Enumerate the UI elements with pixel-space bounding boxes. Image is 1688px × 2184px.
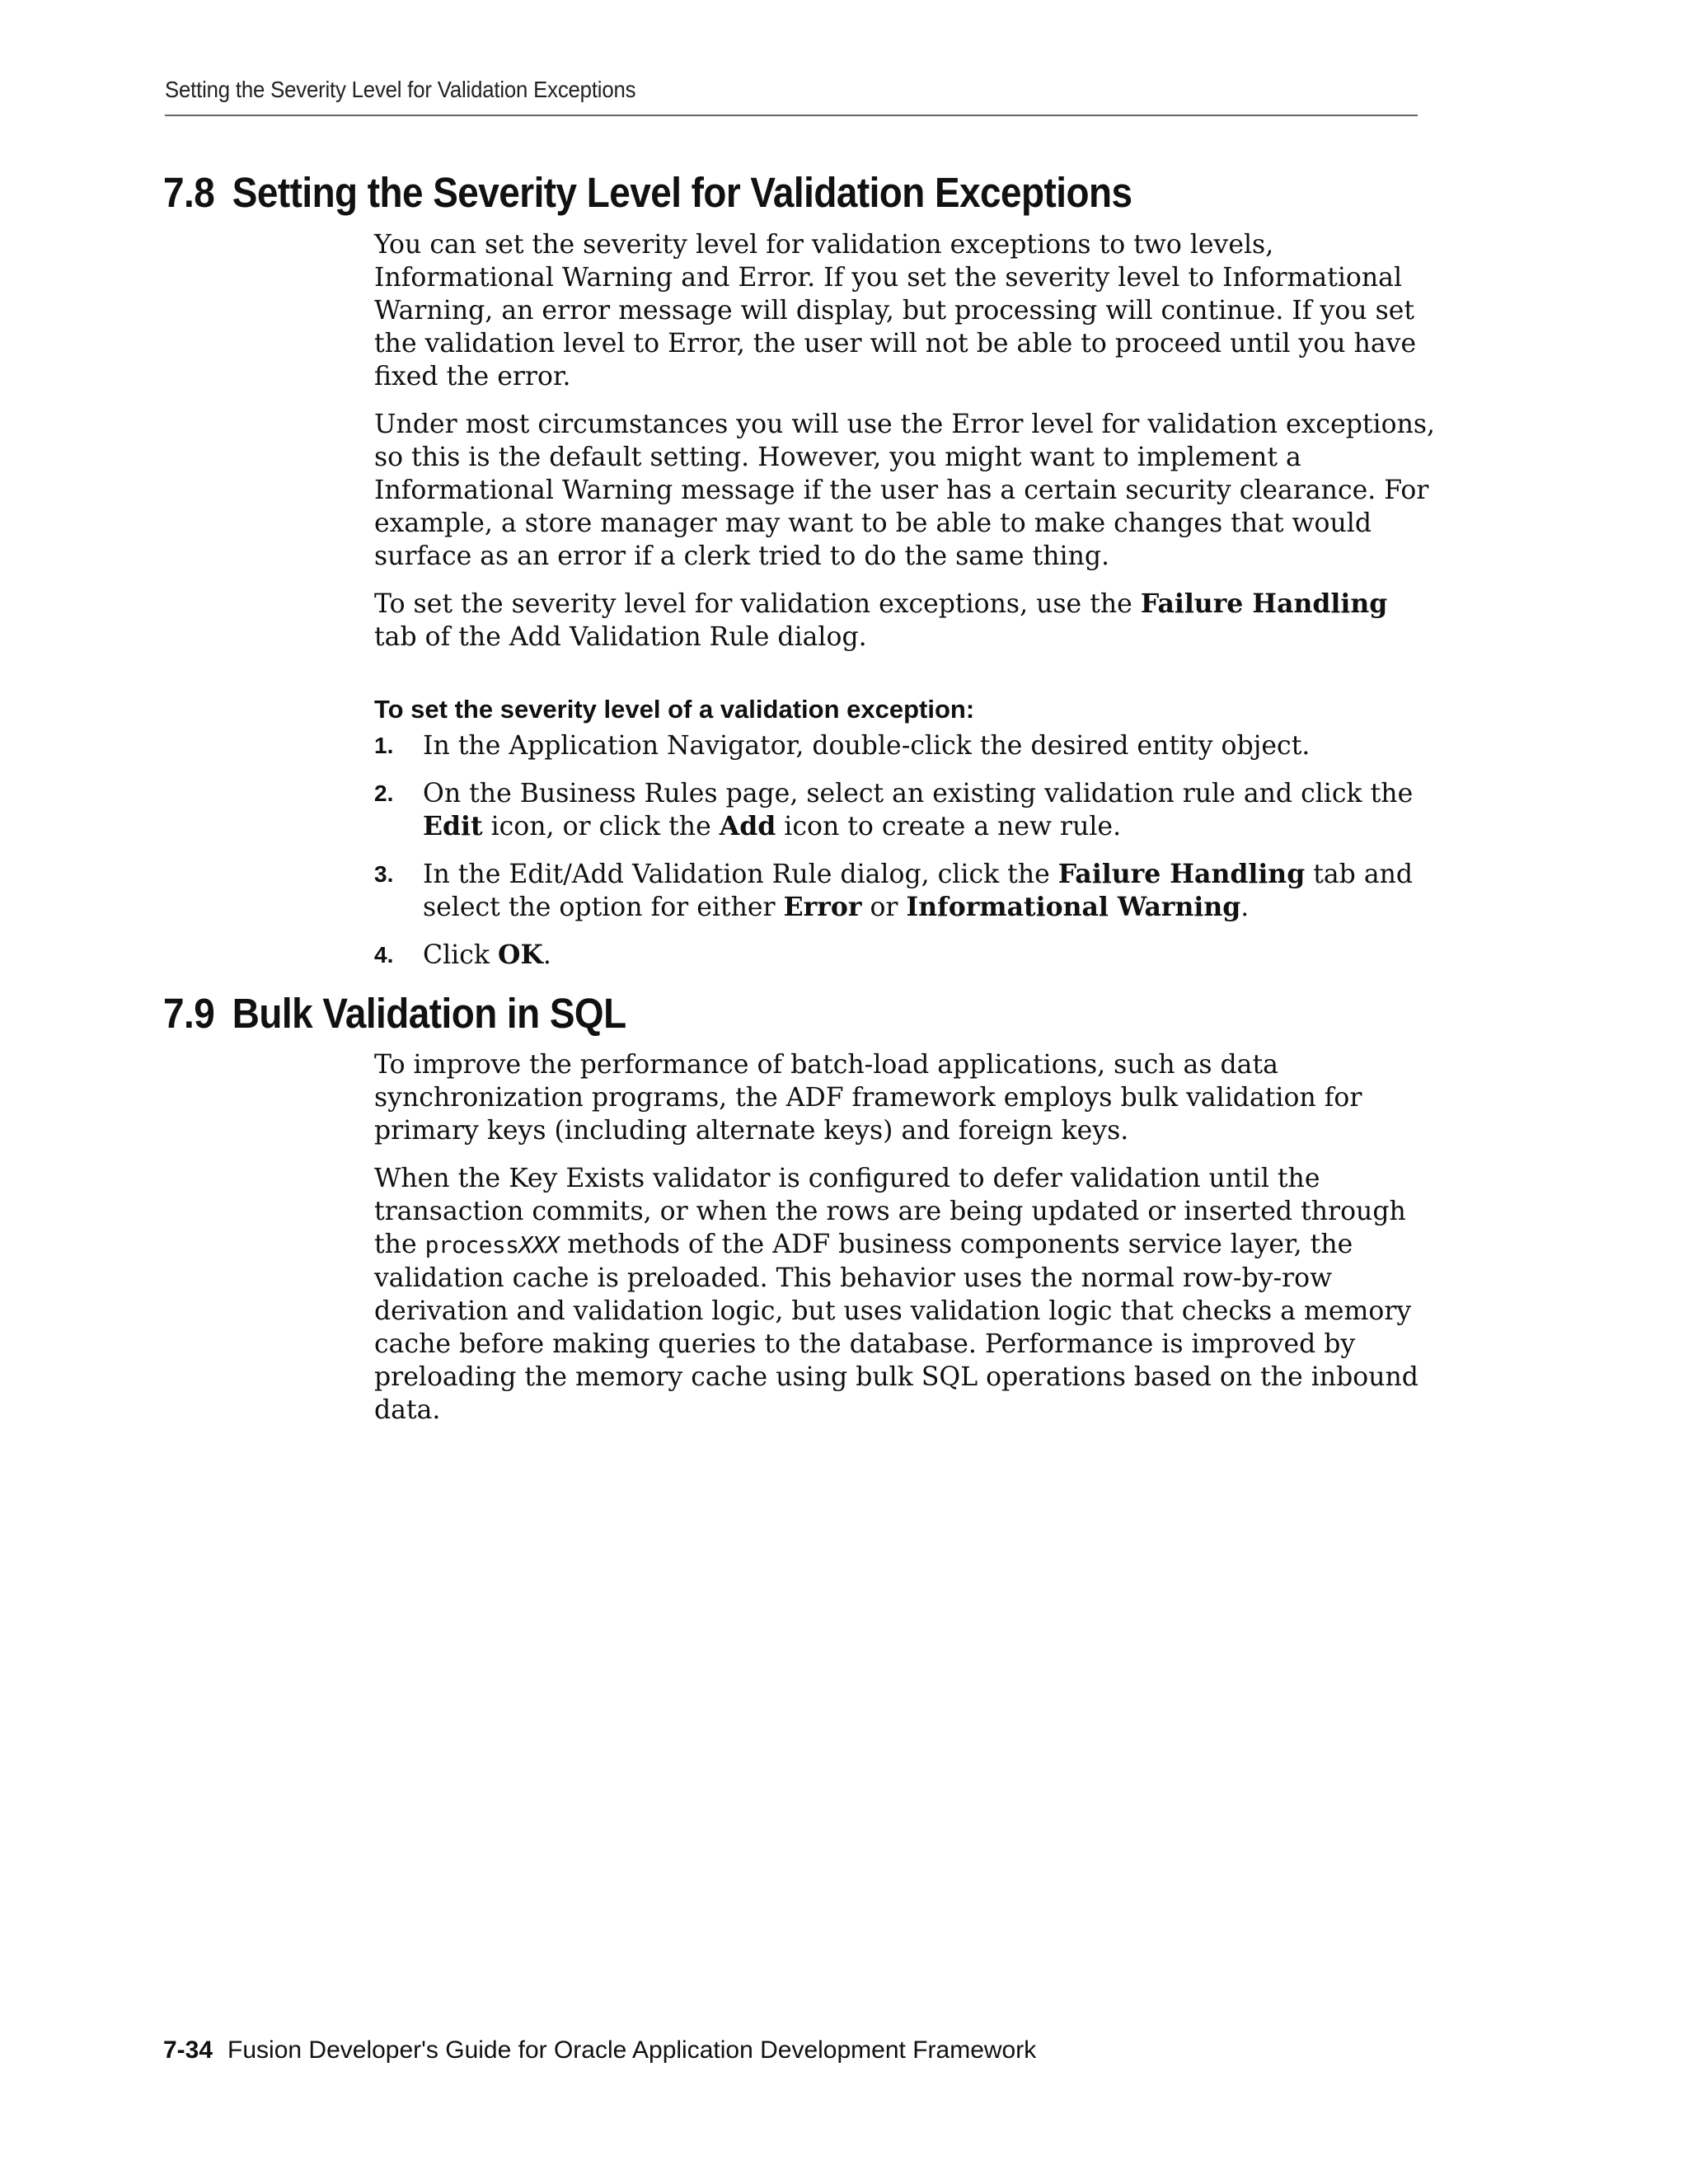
- ui-term: OK: [498, 940, 543, 970]
- step-number: 4.: [374, 942, 394, 968]
- code-term: processXXX: [424, 1231, 560, 1258]
- section-title: Bulk Validation in SQL: [232, 990, 626, 1037]
- section-number: 7.9: [163, 990, 215, 1037]
- paragraph: You can set the severity level for validation exceptions to two levels, Informational Warning and Error. If you set the severity level to Informational Warning, an error message will display, but processing will continue. If you set the validation level to Error, the user will not be able to proceed until you have fixed the error.: [374, 230, 1417, 391]
- step-number: 1.: [374, 733, 394, 758]
- step-item: 3. In the Edit/Add Validation Rule dialog, click the Failure Handling tab and select the option for either Error or Informational Warning.: [374, 859, 1414, 922]
- step-item: 4. Click OK.: [374, 940, 551, 970]
- paragraph: When the Key Exists validator is configured to defer validation until the transaction commits, or when the rows are being updated or inserted through the processXXX methods of the ADF business components service layer, the validation cache is preloaded. This behavior uses the normal row-by-row derivation and validation logic, but uses validation logic that checks a memory cache before making queries to the database. Performance is improved by preloading the memory cache using bulk SQL operations based on the inbound data.: [374, 1164, 1418, 1425]
- ui-term: Add: [719, 811, 776, 841]
- page-footer: [163, 2036, 1036, 2065]
- section-number: 7.8: [163, 169, 215, 216]
- section-7-9-body: [374, 1048, 1437, 1441]
- section-heading-7-9: [163, 989, 626, 1038]
- book-title: Fusion Developer's Guide for Oracle Application Development Framework: [227, 2036, 1037, 2064]
- header-rule: [165, 115, 1418, 116]
- page-number: 7-34: [163, 2036, 213, 2064]
- step-item: [374, 729, 1437, 762]
- step-number: 3.: [374, 861, 394, 887]
- section-title: Setting the Severity Level for Validation Exceptions: [232, 169, 1132, 216]
- section-heading-7-8: [163, 168, 1132, 218]
- ui-term: Informational Warning: [906, 892, 1241, 922]
- ui-term: Error: [783, 892, 862, 922]
- ui-term: Failure Handling: [1057, 859, 1306, 889]
- running-header: Setting the Severity Level for Validation Exceptions: [165, 77, 636, 102]
- procedure-title: To set the severity level of a validation exception:: [374, 695, 975, 724]
- ui-term: Edit: [423, 811, 483, 841]
- step-item: 2. On the Business Rules page, select an existing validation rule and click the Edit icon, or click the Add icon to create a new rule.: [374, 779, 1414, 841]
- step-text: In the Application Navigator, double-click the desired entity object.: [423, 731, 1311, 761]
- paragraph: To set the severity level for validation exceptions, use the Failure Handling tab of the Add Validation Rule dialog.: [374, 588, 1388, 652]
- procedure-steps: [374, 729, 1437, 972]
- ui-term: Failure Handling: [1140, 588, 1388, 619]
- paragraph: To improve the performance of batch-load applications, such as data synchronization programs, the ADF framework employs bulk validation for primary keys (including alternate keys) and foreign keys.: [374, 1050, 1362, 1146]
- paragraph: Under most circumstances you will use the Error level for validation exceptions, so this is the default setting. However, you might want to implement a Informational Warning message if the user has a certain security clearance. For example, a store manager may want to be able to make changes that would surface as an error if a clerk tried to do the same thing.: [374, 410, 1436, 571]
- section-7-8-body: [374, 228, 1437, 987]
- step-number: 2.: [374, 780, 394, 806]
